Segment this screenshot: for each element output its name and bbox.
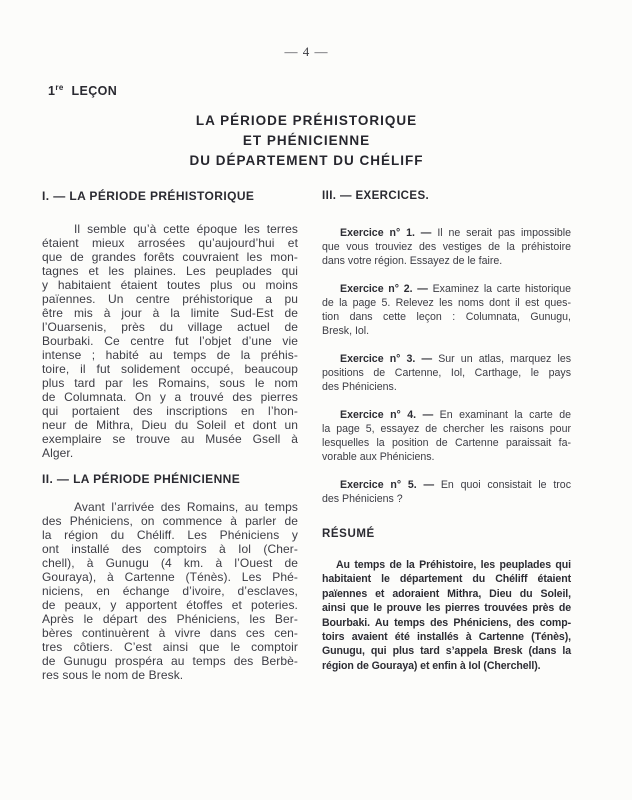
text-line: que de grandes forêts couvraient les mon- <box>42 250 298 264</box>
text-line: Bourbaki. Au temps des Phéniciens, des comp- <box>322 616 571 629</box>
left-column <box>42 190 298 682</box>
text-line: ainsi que le prouve les pierres trouvées près de <box>322 602 571 615</box>
paragraph-prehistoric <box>42 222 298 460</box>
text-line: LA PÉRIODE PRÉHISTORIQUE <box>195 113 418 128</box>
exercise-first-text: Il ne serait pas impossible <box>437 227 571 239</box>
text-line: toire, il fut solidement occupé, beaucoup <box>42 362 298 376</box>
lesson-ordinal: re <box>55 83 64 92</box>
text-line: païennes. Un centre préhistorique a pu <box>42 292 298 306</box>
text-line: tagnes et les plaines. Les peuplades qui <box>42 264 298 278</box>
text-line: vorable aux Phéniciens. <box>322 451 435 463</box>
exercise-first-line <box>322 282 571 296</box>
text-line: chell), à Gunugu (4 km. à l’Ouest de <box>42 556 298 570</box>
page-title <box>42 111 571 171</box>
exercise-label: Exercice n° 4. — <box>340 409 434 421</box>
text-line: la région du Chéliff. Les Phéniciens y <box>42 528 298 542</box>
lesson-word: LEÇON <box>71 84 118 99</box>
text-line: Bourbaki. Ce centre fut l’objet d’une vie <box>42 334 298 348</box>
exercise-body <box>322 296 571 338</box>
exercise-body <box>322 422 571 464</box>
text-line: tres côtiers. C’est ainsi que le comptoir <box>42 640 298 654</box>
text-line: Gunugu, qui plus tard s’appela Bresk (dans la <box>322 645 571 658</box>
text-line: ET PHÉNICIENNE <box>242 133 371 148</box>
text-line: bères continuèrent à vivre dans ces cen- <box>42 626 298 640</box>
text-line: des Phéniciens, on commence à parler de <box>42 514 298 528</box>
exercise-label: Exercice n° 3. — <box>340 353 433 365</box>
exercise-block-2 <box>322 282 571 338</box>
text-line: intense ; habité au temps de la préhis- <box>42 348 298 362</box>
exercise-first-text: Examinez la carte historique <box>432 283 571 295</box>
exercise-label: Exercice n° 2. — <box>340 283 428 295</box>
exercise-body <box>322 492 571 506</box>
text-line: que vous trouviez des vestiges de la préhistoire <box>322 241 571 253</box>
text-line: Alger. <box>42 446 74 460</box>
resume-paragraph <box>322 558 571 673</box>
section-heading-exercises: III. — EXERCICES. <box>322 190 430 202</box>
text-line: de la page 5. Relevez les noms dont il est ques- <box>322 297 571 309</box>
text-line: la page 5, essayez de chercher les raisons pour <box>322 423 571 435</box>
text-line: niciens, en échange d’ivoire, d’esclaves, <box>42 584 298 598</box>
text-line: plus tard par les Romains, sous le nom <box>42 376 298 390</box>
text-line: Gouraya), à Cartenne (Ténès). Les Phé- <box>42 570 298 584</box>
page-number: — 4 — <box>284 44 329 59</box>
exercise-label: Exercice n° 1. — <box>340 227 432 239</box>
text-line: y habitaient étaient toutes plus ou moins <box>42 278 298 292</box>
exercise-block-4 <box>322 408 571 464</box>
text-line: païennes et adoraient Mithra, Dieu du Soleil, <box>322 587 571 600</box>
exercise-body <box>322 366 571 394</box>
text-line: dans votre région. Essayez de le faire. <box>322 255 503 267</box>
exercise-first-line <box>322 352 571 366</box>
exercise-first-text: En examinant la carte de <box>439 409 571 421</box>
lesson-label <box>48 83 117 98</box>
text-line: Il semble qu’à cette époque les terres <box>74 222 298 236</box>
exercise-first-text: Sur un atlas, marquez les <box>438 353 572 365</box>
text-line: res sous le nom de Bresk. <box>42 668 184 682</box>
text-line: des Phéniciens. <box>322 381 397 393</box>
resume-heading: RÉSUMÉ <box>322 528 375 540</box>
exercise-first-line <box>322 478 571 492</box>
text-line: DU DÉPARTEMENT DU CHÉLIFF <box>189 153 424 168</box>
lesson-number: 1 <box>48 84 56 99</box>
text-line: neur de Mithra, Dieu du Soleil et dont un <box>42 418 298 432</box>
exercise-first-text: En quoi consistait le troc <box>440 479 571 491</box>
text-line: Au temps de la Préhistoire, les peuplades qui <box>336 559 571 571</box>
text-line: lesquelles la position de Cartenne paraissait fa- <box>322 437 571 449</box>
text-line: Avant l’arrivée des Romains, au temps <box>74 500 298 514</box>
right-column <box>322 190 571 673</box>
exercise-block-3 <box>322 352 571 394</box>
text-line: exemplaire se trouve au Musée Gsell à <box>42 432 298 446</box>
exercise-label: Exercice n° 5. — <box>340 479 435 491</box>
text-line: qui portaient des inscriptions en l’hon- <box>42 404 298 418</box>
text-line: l’Ouarsenis, près du village actuel de <box>42 320 298 334</box>
exercise-block-5 <box>322 478 571 506</box>
text-line: des Phéniciens ? <box>322 493 403 505</box>
text-line: habitaient le département du Chéliff étaient <box>322 573 571 586</box>
text-line: être mis à jour à la limite Sud-Est de <box>42 306 298 320</box>
text-line: ont installé des comptoirs à Iol (Cher- <box>42 542 298 556</box>
text-line: de Columnata. On y a trouvé des pierres <box>42 390 298 404</box>
exercise-first-line <box>322 226 571 240</box>
text-line: Bresk, Iol. <box>322 325 370 337</box>
text-line: toirs avaient été installés à Cartenne (Ténès), <box>322 630 571 643</box>
exercise-body <box>322 240 571 268</box>
text-line: positions de Cartenne, Iol, Carthage, le pays <box>322 367 571 379</box>
text-line: de peaux, y apportent étoffes et poteries. <box>42 598 298 612</box>
section-heading-phoenician: II. — LA PÉRIODE PHÉNICIENNE <box>42 472 241 486</box>
exercise-block-1 <box>322 226 571 268</box>
exercise-first-line <box>322 408 571 422</box>
text-line: étaient mieux arrosées qu’aujourd’hui et <box>42 236 298 250</box>
text-line: Après le départ des Phéniciens, les Ber- <box>42 612 298 626</box>
section-heading-prehistoric: I. — LA PÉRIODE PRÉHISTORIQUE <box>42 189 255 203</box>
paragraph-phoenician <box>42 500 298 682</box>
text-line: tion dans cette leçon : Columnata, Gunugu, <box>322 311 571 323</box>
text-line: de Gunugu prospéra au temps des Berbè- <box>42 654 298 668</box>
text-line: région de Gouraya) et enfin à Iol (Cherchell). <box>322 659 541 672</box>
